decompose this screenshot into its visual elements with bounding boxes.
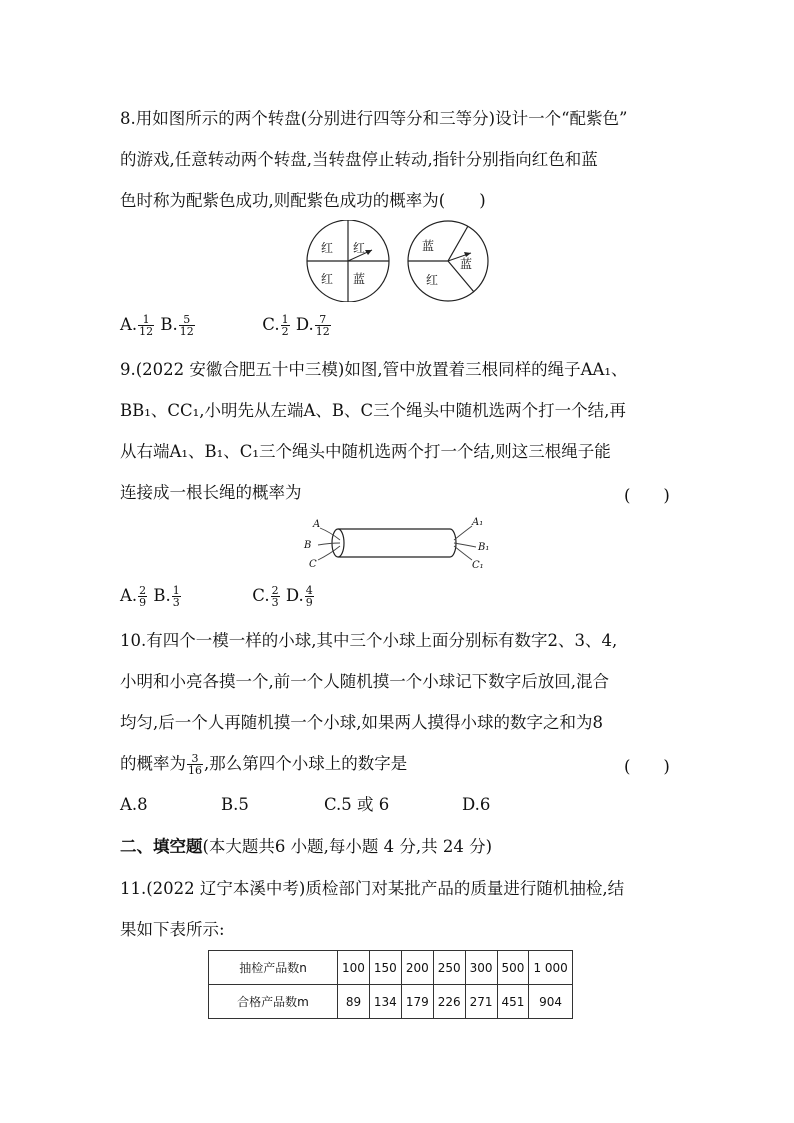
rope-tube-diagram	[300, 512, 496, 574]
spinner2-label-top: 蓝	[422, 239, 435, 253]
quality-table	[208, 950, 573, 1019]
q9-line-4: 连接成一根长绳的概率为	[120, 483, 302, 502]
q10-option-d: D.6	[462, 795, 491, 814]
q9-option-c: C. $\frac{2}{3}$	[252, 584, 279, 609]
spinner1-label-tr: 红	[353, 241, 366, 255]
q10-line-3: 均匀,后一个人再随机摸一个小球,如果两人摸得小球的数字之和为8	[120, 713, 603, 732]
table-row	[209, 951, 573, 985]
table-cell: 904	[529, 985, 572, 1019]
q10-option-a: A.8	[120, 795, 148, 814]
table-cell: 250	[433, 951, 465, 985]
rope-label-a: A	[313, 519, 321, 530]
q8-option-b: B. $\frac{5}{12}$	[160, 313, 194, 338]
q9-line-1: 9.(2022 安徽合肥五十中三模)如图,管中放置着三根同样的绳子AA₁、	[120, 360, 628, 379]
spinner1-label-bl: 红	[321, 272, 334, 286]
q8-option-c: C. $\frac{1}{2}$	[262, 313, 289, 338]
table-cell: 150	[369, 951, 401, 985]
q9-line-2: BB₁、CC₁,小明先从左端A、B、C三个绳头中随机选两个打一个结,再	[120, 401, 626, 420]
q11-line-2: 果如下表所示:	[120, 920, 225, 939]
spinner-four-sections	[302, 220, 394, 302]
q11-line-1: 11.(2022 辽宁本溪中考)质检部门对某批产品的质量进行随机抽检,结	[120, 879, 625, 898]
table-cell: 89	[338, 985, 370, 1019]
q9-options	[120, 585, 315, 608]
section-description: (本大题共6 小题,每小题 4 分,共 24 分)	[202, 837, 493, 856]
rope-label-b1: B₁	[478, 542, 490, 553]
rope-label-c1: C₁	[472, 560, 484, 571]
table-cell: 1 000	[529, 951, 572, 985]
spinner-three-sections	[406, 220, 490, 302]
table-cell: 200	[401, 951, 433, 985]
table-cell: 271	[465, 985, 497, 1019]
rope-label-a1: A₁	[472, 517, 484, 528]
q8-option-d: D. $\frac{7}{12}$	[295, 313, 330, 338]
spinner2-label-right: 蓝	[460, 257, 473, 271]
q8-line-3: 色时称为配紫色成功,则配紫色成功的概率为( )	[120, 191, 486, 210]
q8-line-1: 8.用如图所示的两个转盘(分别进行四等分和三等分)设计一个“配紫色”	[120, 109, 628, 128]
q9-answer-paren: ( )	[624, 486, 670, 505]
spinner1-label-br: 蓝	[353, 272, 366, 286]
q10-line-4: 的概率为 $\frac{3}{16}$ ,那么第四个小球上的数字是	[120, 752, 408, 777]
q10-answer-paren: ( )	[624, 757, 670, 776]
spinner1-label-tl: 红	[321, 241, 334, 255]
table-row-header: 抽检产品数n	[209, 951, 338, 985]
q8-line-2: 的游戏,任意转动两个转盘,当转盘停止转动,指针分别指向红色和蓝	[120, 150, 598, 169]
table-cell: 451	[497, 985, 529, 1019]
q10-option-c: C.5 或 6	[324, 795, 390, 814]
table-cell: 179	[401, 985, 433, 1019]
q10-line-2: 小明和小亮各摸一个,前一个人随机摸一个小球记下数字后放回,混合	[120, 672, 609, 691]
q9-line-3: 从右端A₁、B₁、C₁三个绳头中随机选两个打一个结,则这三根绳子能	[120, 442, 611, 461]
section-title: 二、填空题	[120, 837, 203, 856]
table-cell: 500	[497, 951, 529, 985]
table-row-header: 合格产品数m	[209, 985, 338, 1019]
q10-line-1: 10.有四个一模一样的小球,其中三个小球上面分别标有数字2、3、4,	[120, 631, 618, 650]
rope-label-b: B	[304, 540, 312, 551]
rope-label-c: C	[309, 559, 317, 570]
q9-option-b: B. $\frac{1}{3}$	[153, 584, 180, 609]
spinner2-label-bottom: 红	[426, 273, 439, 287]
table-row	[209, 985, 573, 1019]
table-cell: 300	[465, 951, 497, 985]
q10-option-b: B.5	[221, 795, 249, 814]
table-cell: 100	[338, 951, 370, 985]
q9-option-d: D. $\frac{4}{9}$	[285, 584, 313, 609]
table-cell: 226	[433, 985, 465, 1019]
table-cell: 134	[369, 985, 401, 1019]
q8-option-a: A. $\frac{1}{12}$	[120, 313, 154, 338]
q9-option-a: A. $\frac{2}{9}$	[120, 584, 147, 609]
section-heading	[120, 836, 492, 858]
q8-options	[120, 314, 332, 337]
